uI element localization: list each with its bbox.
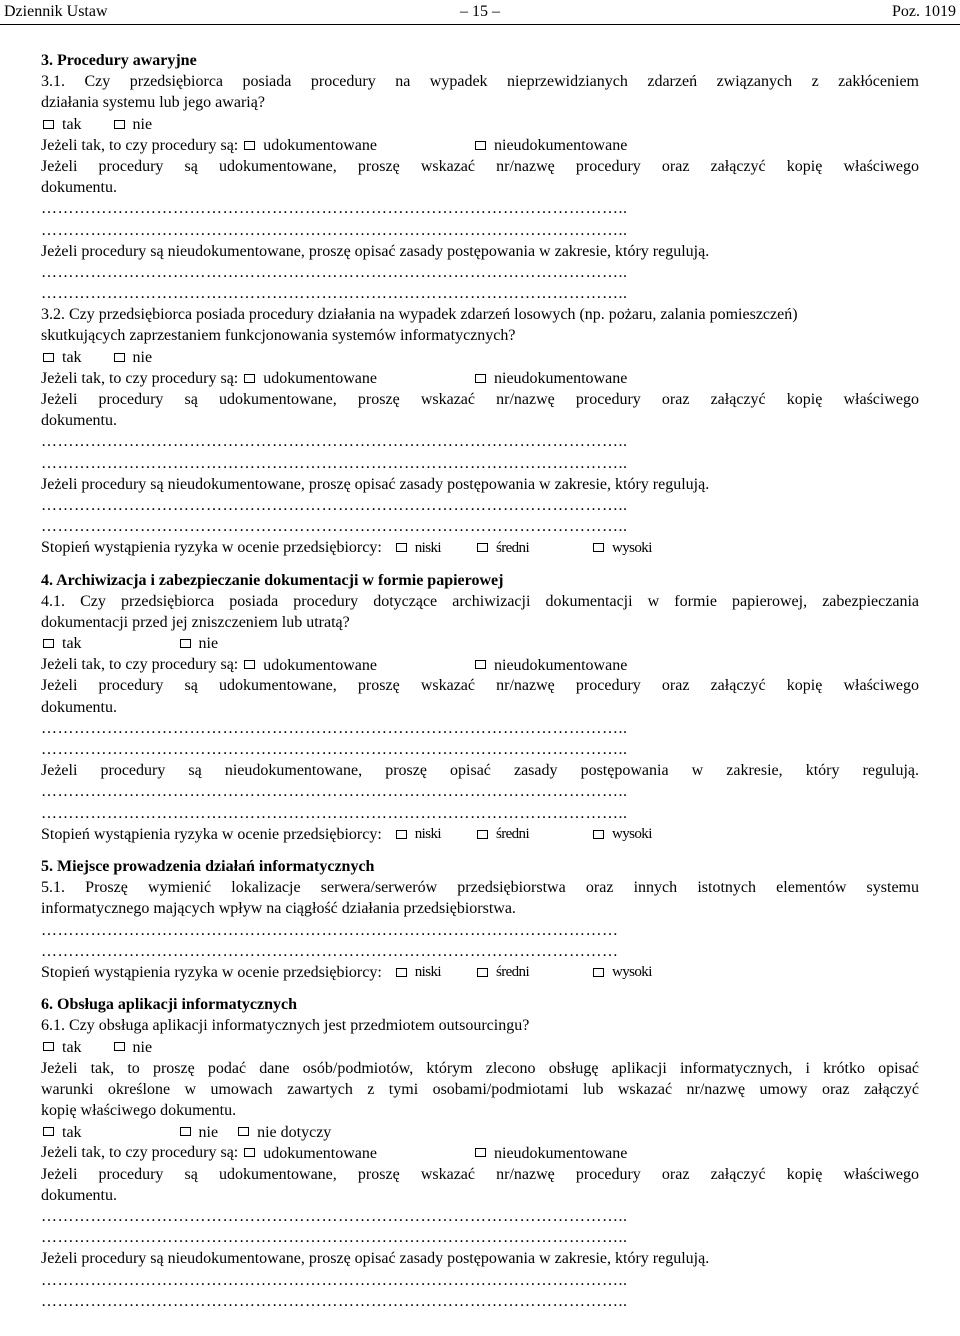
desc-line: Jeżeli procedury są nieudokumentowane, proszę opisać zasady postępowania w zakresie, który regulują. (41, 475, 710, 493)
document-body (41, 50, 919, 1312)
answer-field[interactable]: …………………………………………………………………………………………….. (41, 719, 628, 737)
outsourcing-para-end: kopię właściwego dokumentu. (41, 1102, 237, 1119)
ref-line-cont: dokumentu. (41, 412, 117, 430)
answer-field[interactable]: …………………………………………………………………………………………….. (41, 1271, 628, 1289)
checkbox-wysoki[interactable] (593, 543, 604, 552)
desc-line: Jeżeli procedury są nieudokumentowane, proszę opisać zasady postępowania w zakresie, który regulują. (41, 1250, 710, 1268)
checkbox-nie[interactable] (180, 1127, 191, 1136)
doc-status-3-1: Jeżeli tak, to czy procedury są: udokumentowane nieudokumentowane (41, 136, 628, 155)
section-6-title: 6. Obsługa aplikacji informatycznych (41, 996, 298, 1014)
desc-line: Jeżeli procedury są nieudokumentowane, proszę opisać zasady postępowania w zakresie, który regulują. (41, 762, 919, 780)
outsourcing-para: Jeżeli tak, to proszę podać dane osób/podmiotów, którym zlecono obsługę aplikacji informatycznych, i krótko opisać (41, 1059, 919, 1077)
answer-field[interactable]: …………………………………………………………………………………………… (41, 942, 619, 960)
checkbox-udokumentowane[interactable] (244, 660, 255, 669)
ref-line: Jeżeli procedury są udokumentowane, proszę wskazać nr/nazwę procedury oraz załączyć kopię właściwego (41, 157, 919, 175)
doc-status-3-2: Jeżeli tak, to czy procedury są: udokumentowane nieudokumentowane (41, 369, 628, 388)
checkbox-niski[interactable] (396, 830, 407, 839)
answer-field[interactable]: …………………………………………………………………………………………….. (41, 804, 628, 822)
answer-field[interactable]: …………………………………………………………………………………………….. (41, 200, 628, 218)
checkbox-nieudokumentowane[interactable] (475, 141, 486, 150)
page-header (0, 0, 960, 24)
answer-field[interactable]: …………………………………………………………………………………………… (41, 921, 619, 939)
checkbox-tak[interactable] (43, 1042, 54, 1051)
checkbox-udokumentowane[interactable] (244, 141, 255, 150)
risk-line-4: Stopień wystąpienia ryzyka w ocenie przedsiębiorcy: niski średni wysoki (41, 825, 652, 843)
ref-line: Jeżeli procedury są udokumentowane, proszę wskazać nr/nazwę procedury oraz załączyć kopię właściwego (41, 677, 919, 695)
checkbox-nieudokumentowane[interactable] (475, 374, 486, 383)
checkbox-nie[interactable] (114, 120, 125, 129)
section-3-title: 3. Procedury awaryjne (41, 52, 197, 69)
yes-no-4-1: tak nie (41, 633, 919, 654)
checkbox-tak[interactable] (43, 353, 54, 362)
question-4-1: 4.1. Czy przedsiębiorca posiada procedury dotyczące archiwizacji dokumentacji w formie papierowej, zabezpieczania (41, 592, 919, 610)
checkbox-nie[interactable] (114, 353, 125, 362)
checkbox-nieudokumentowane[interactable] (475, 660, 486, 669)
checkbox-wysoki[interactable] (593, 968, 604, 977)
doc-status-4-1: Jeżeli tak, to czy procedury są: udokumentowane nieudokumentowane (41, 656, 628, 674)
answer-field[interactable]: …………………………………………………………………………………………….. (41, 285, 628, 303)
checkbox-nieudokumentowane[interactable] (475, 1148, 486, 1157)
question-3-1: 3.1. Czy przedsiębiorca posiada procedury na wypadek nieprzewidzianych zdarzeń związanych z zakłóceniem (41, 73, 919, 91)
journal-name: Dziennik Ustaw (4, 3, 108, 20)
desc-line: Jeżeli procedury są nieudokumentowane, proszę opisać zasady postępowania w zakresie, który regulują. (41, 242, 710, 260)
checkbox-sredni[interactable] (477, 968, 488, 977)
checkbox-tak[interactable] (43, 1127, 54, 1136)
section-4-title: 4. Archiwizacja i zabezpieczanie dokumentacji w formie papierowej (41, 571, 504, 589)
position-number: Poz. 1019 (892, 3, 956, 20)
checkbox-nie[interactable] (180, 639, 191, 648)
checkbox-tak[interactable] (43, 120, 54, 129)
yes-no-na-6-1: tak nie nie dotyczy (41, 1121, 919, 1142)
checkbox-tak[interactable] (43, 639, 54, 648)
ref-line: Jeżeli procedury są udokumentowane, proszę wskazać nr/nazwę procedury oraz załączyć kopię właściwego (41, 1165, 919, 1183)
checkbox-udokumentowane[interactable] (244, 1148, 255, 1157)
answer-field[interactable]: …………………………………………………………………………………………….. (41, 1207, 628, 1225)
question-5-1: 5.1. Proszę wymienić lokalizacje serwera/serwerów przedsiębiorstwa oraz innych istotnych elementów systemu (41, 879, 919, 897)
checkbox-niski[interactable] (396, 543, 407, 552)
doc-status-6-1: Jeżeli tak, to czy procedury są: udokumentowane nieudokumentowane (41, 1144, 628, 1162)
answer-field[interactable]: …………………………………………………………………………………………….. (41, 1229, 628, 1247)
section-5-title: 5. Miejsce prowadzenia działań informatycznych (41, 857, 375, 875)
checkbox-niski[interactable] (396, 968, 407, 977)
answer-field[interactable]: …………………………………………………………………………………………….. (41, 496, 628, 514)
checkbox-wysoki[interactable] (593, 830, 604, 839)
answer-field[interactable]: …………………………………………………………………………………………….. (41, 263, 628, 281)
answer-field[interactable]: …………………………………………………………………………………………….. (41, 454, 628, 472)
checkbox-sredni[interactable] (477, 543, 488, 552)
yes-no-6-1: tak nie (41, 1036, 919, 1057)
outsourcing-para-cont: warunki określone w umowach zawartych z tymi osobami/podmiotami lub wskazać nr/nazwę umowy oraz załączyć (41, 1080, 919, 1098)
page-number: – 15 – (460, 3, 500, 20)
question-5-1-cont: informatycznego mających wpływ na ciągłość działania przedsiębiorstwa. (41, 900, 516, 918)
ref-line: Jeżeli procedury są udokumentowane, proszę wskazać nr/nazwę procedury oraz załączyć kopię właściwego (41, 391, 919, 408)
question-6-1: 6.1. Czy obsługa aplikacji informatycznych jest przedmiotem outsourcingu? (41, 1017, 530, 1035)
yes-no-3-1: tak nie (41, 114, 919, 135)
answer-field[interactable]: …………………………………………………………………………………………….. (41, 518, 628, 536)
question-3-2: 3.2. Czy przedsiębiorca posiada procedury działania na wypadek zdarzeń losowych (np. pożaru, zalania pomieszczeń) (41, 306, 798, 324)
ref-line-cont: dokumentu. (41, 698, 117, 716)
checkbox-nie[interactable] (114, 1042, 125, 1051)
checkbox-udokumentowane[interactable] (244, 374, 255, 383)
risk-line-3: Stopień wystąpienia ryzyka w ocenie przedsiębiorcy: niski średni wysoki (41, 539, 652, 557)
answer-field[interactable]: …………………………………………………………………………………………….. (41, 221, 628, 239)
risk-line-5: Stopień wystąpienia ryzyka w ocenie przedsiębiorcy: niski średni wysoki (41, 963, 652, 981)
checkbox-nie-dotyczy[interactable] (238, 1127, 249, 1136)
answer-field[interactable]: …………………………………………………………………………………………….. (41, 783, 628, 801)
header-rule (0, 24, 960, 25)
answer-field[interactable]: …………………………………………………………………………………………….. (41, 741, 628, 758)
question-3-2-cont: skutkujących zaprzestaniem funkcjonowania systemów informatycznych? (41, 327, 516, 345)
ref-line-cont: dokumentu. (41, 1186, 117, 1204)
ref-line-cont: dokumentu. (41, 179, 117, 197)
yes-no-3-2: tak nie (41, 347, 919, 368)
answer-field[interactable]: …………………………………………………………………………………………….. (41, 1292, 628, 1310)
checkbox-sredni[interactable] (477, 830, 488, 839)
question-3-1-cont: działania systemu lub jego awarią? (41, 94, 265, 112)
question-4-1-cont: dokumentacji przed jej zniszczeniem lub utratą? (41, 613, 350, 631)
answer-field[interactable]: …………………………………………………………………………………………….. (41, 433, 628, 451)
